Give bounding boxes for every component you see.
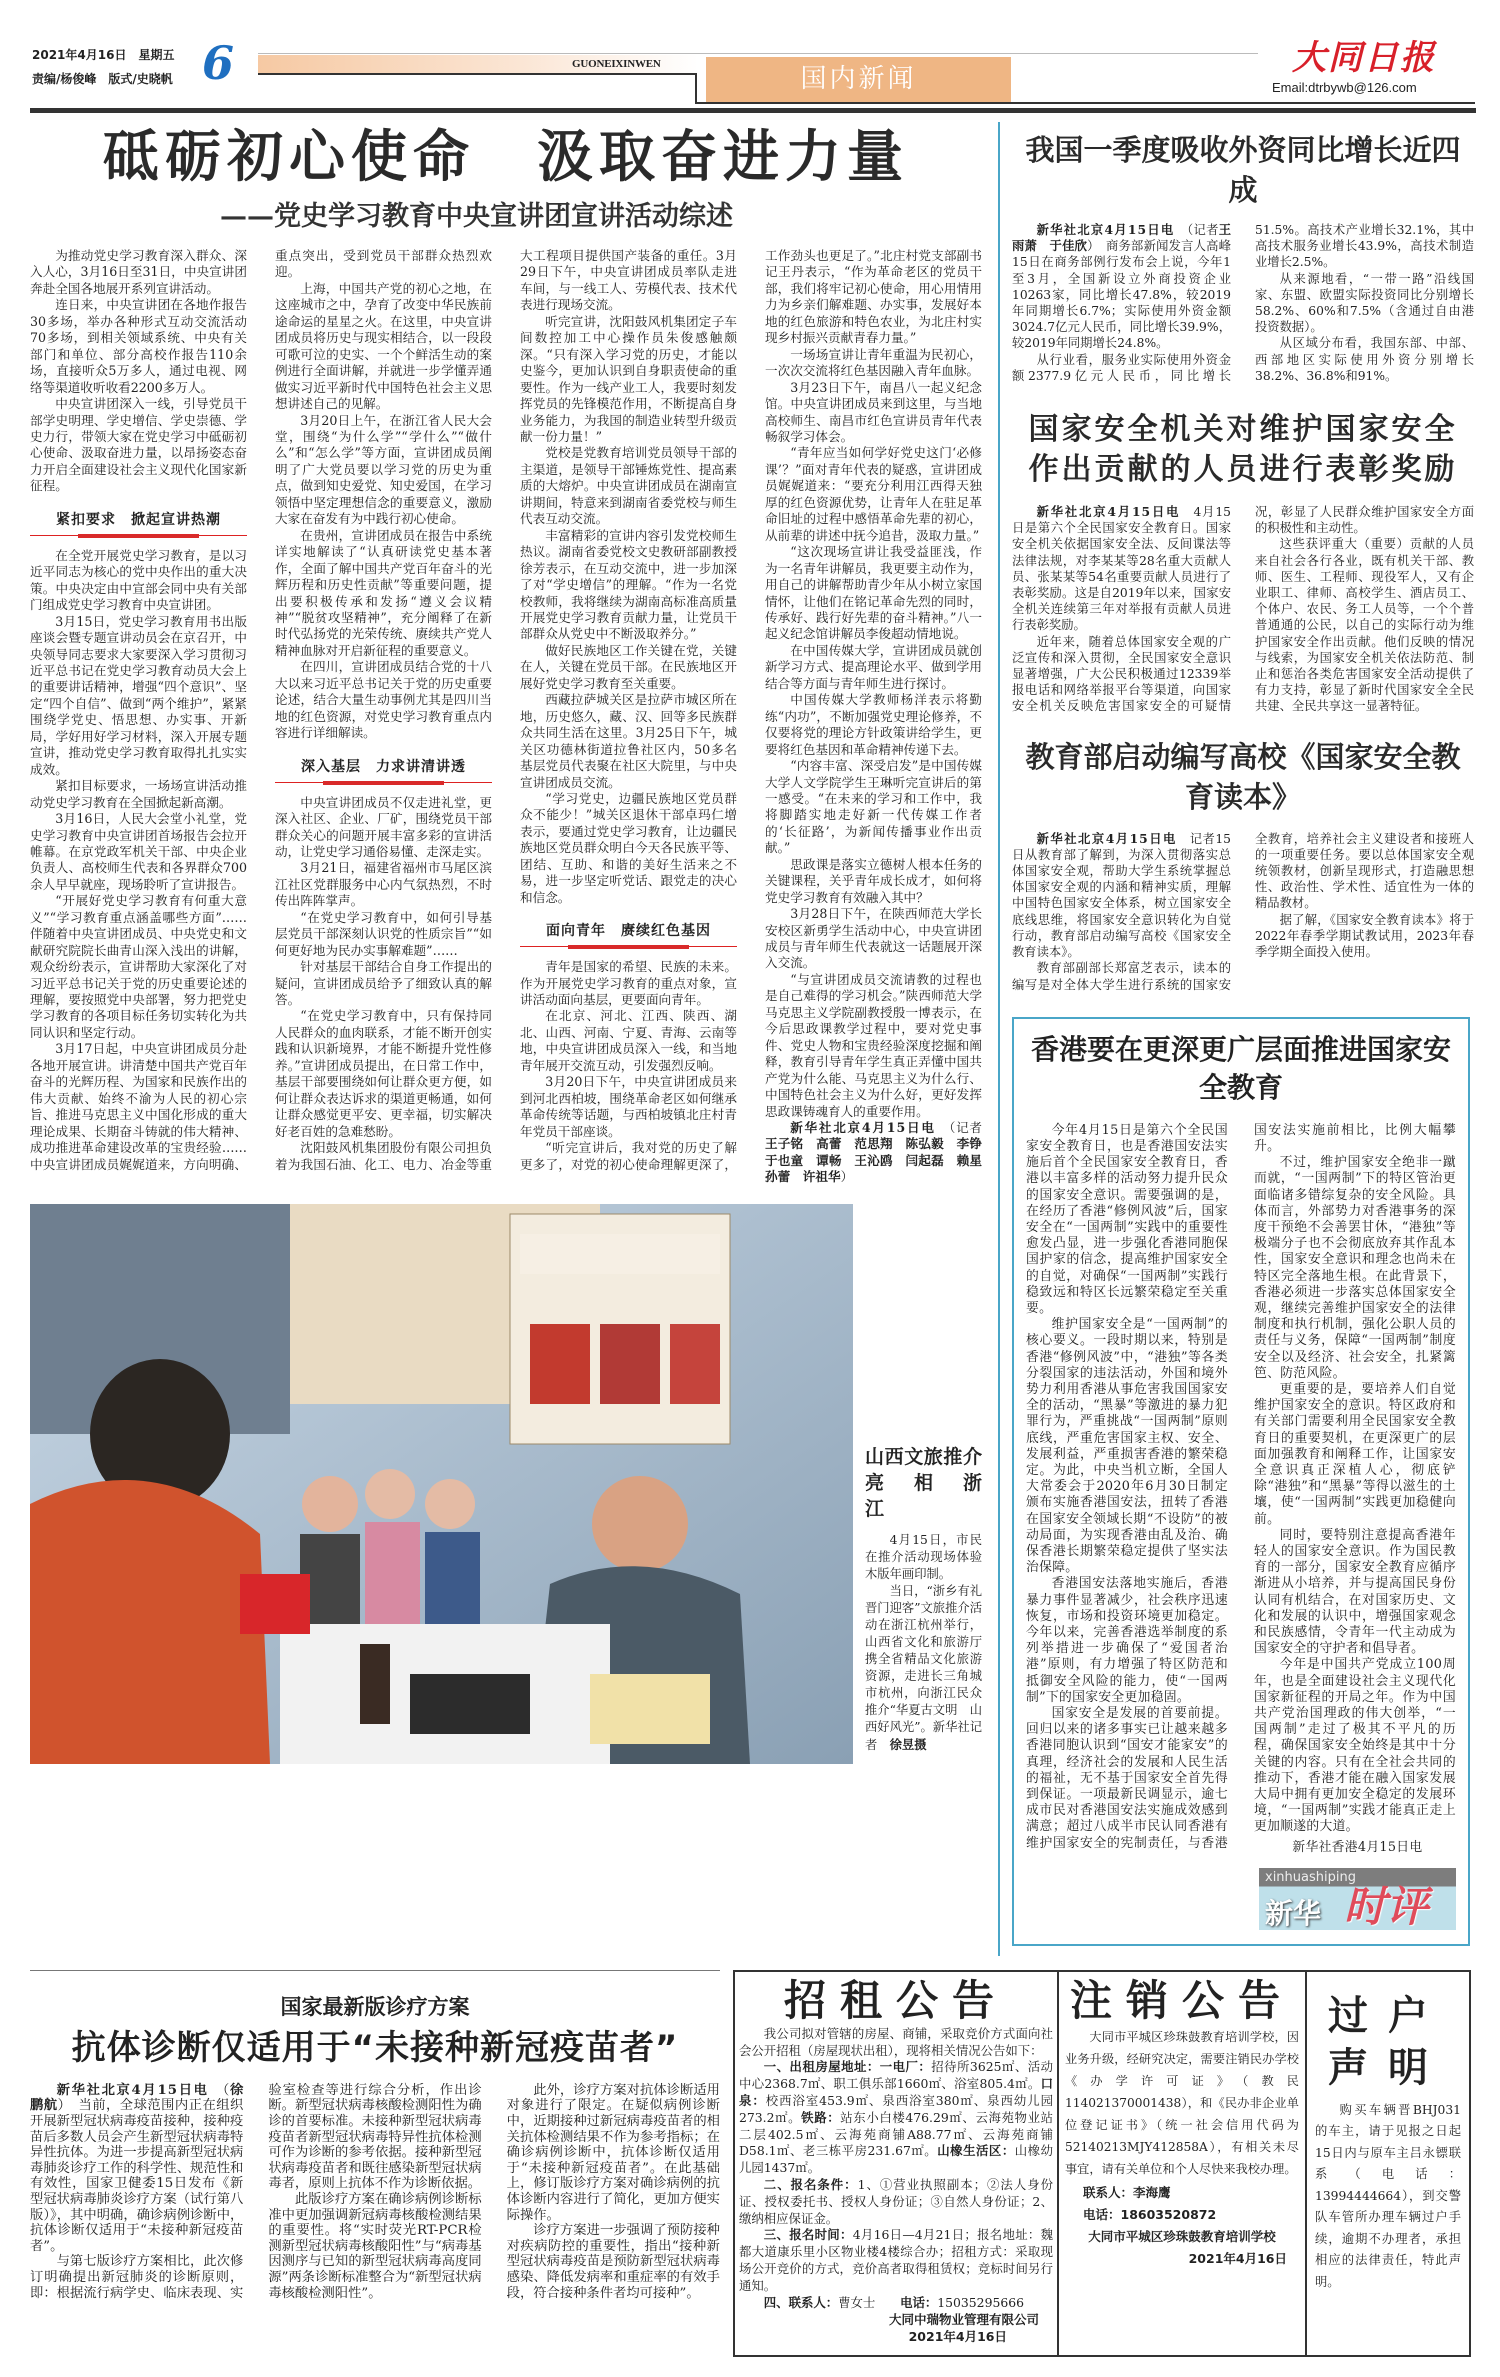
notice-body (1059, 2026, 1305, 2180)
paragraph: “开展好党史学习教育有何重大意义”“学习教育重点涵盖哪些方面”……伴随着中央宣讲团成员、中央党史和文献研究院院长曲青山深入浅出的讲解，观众纷纷表示，宣讲帮助大家深化了对习近平总书记关于党的历史重要论述的理解，要按照党中央部署，努力把党史学习教育的各项目标任务切实转化为共同认识和坚定行动。 (30, 893, 247, 1040)
paragraph: 在贵州，宣讲团成员在报告中系统详实地解读了“认真研读党史基本著作，全面了解中国共产党百年奋斗的光辉历程和历史性贡献”等重要问题，提出要积极传承和发扬“遵义会议精神”“脱贫攻坚精神”，充分阐释了在新时代弘扬党的光荣传统、赓续共产党人精神血脉对开启新征程的重要意义。 (275, 527, 492, 658)
article-kicker: 国家最新版诊疗方案 (280, 1993, 470, 2019)
paragraph: 紧扣目标要求，一场场宣讲活动推动党史学习教育在全国掀起新高潮。 (30, 778, 247, 810)
lower-section (30, 1970, 1470, 2358)
paragraph: “听完宣讲后，我对党的历史了解更多了，对党的初心使命理解更深了，工作劲头也更足了。”北庄村党支部副书记王丹表示，“作为革命老区的党员干部，我们将牢记初心使命，用心用情用力为乡亲们解难题、办实事，发展好本地的红色旅游和特色农业，为北庄村实现乡村振兴贡献青春力量。” (520, 248, 982, 1172)
header-rule (258, 53, 1258, 54)
headline-line: 国家安全机关对维护国家安全 (1028, 412, 1458, 448)
paragraph: 今年是中国共产党成立100周年，也是全面建设社会主义现代化国家新征程的开局之年。作为中国共产党治国理政的伟大创举，“一国两制”走过了极其不平凡的历程，确保国家安全始终是其中十分关键的内容。只有在全社会共同的推动下，香港才能在融入国家发展大局中拥有更加安全稳定的发展环境，“一国两制”实践才能真正走上更加顺遂的大道。 (1254, 1657, 1456, 1835)
text-run: ） (840, 1169, 854, 1185)
paragraph (739, 2059, 1066, 2177)
bold-text: 三、报名时间： (763, 2227, 853, 2243)
main-article-body (30, 248, 995, 1186)
notice-title: 注销公告 (1069, 1975, 1294, 2025)
bold-text: 四、联系人： (763, 2294, 839, 2310)
headline-line: 作出贡献的人员进行表彰奖励 (1028, 452, 1458, 488)
paragraph: 同时，要特别注意提高香港年轻人的国家安全意识。作为国民教育的一部分，国家安全教育应循序渐进从小培养，并与提高国民身份认同有机结合，在对国家历史、文化和发展的认识中，增强国家观念和民族感情，令青年一代主动成为国家安全的守护者和倡导者。 (1254, 1527, 1456, 1657)
covid-article (30, 1970, 720, 2358)
paragraph (739, 2227, 1053, 2294)
paragraph: “与宣讲团成员交流请教的过程也是自己难得的学习机会。”陕西师范大学马克思主义学院副教授殷一博表示，在今后思政课教学过程中，要对党史事件、党史人物和宝贵经验深度挖掘和阐释，教育引导青年学生真正弄懂中国共产党为什么能、马克思主义为什么行、中国特色社会主义为什么好，更好发挥思政课铸魂育人的重要作用。 (765, 971, 982, 1119)
paragraph: “青年应当如何学好党史这门‘必修课’？”面对青年代表的疑惑，宣讲团成员娓娓道来：“要充分利用江西得天独厚的红色资源优势，让青年人在驻足革命旧址的过程中感悟革命先辈的初心，从前辈的讲述中抚今追昔，汲取力量。” (765, 445, 982, 543)
article-body (30, 2083, 720, 2301)
paragraph: 近年来，随着总体国家安全观的广泛宣传和深入贯彻，全民国家安全意识显著增强，广大公民积极通过12339举报电话和网络举报平台等渠道，向国家安全机关反映危害国家安全的可疑情况，彰显了人民群众维护国家安全方面的积极性和主动性。 (1012, 505, 1474, 714)
notice-contact: 联系人：李海鹰 (1083, 2184, 1171, 2200)
lead-story-area (30, 122, 1002, 1764)
notice-title-line: 过户 (1328, 1992, 1448, 2039)
notice-phone: 电话：18603520872 (1083, 2206, 1217, 2222)
photo-caption-title: 山西文旅推介 亮 相 浙 江 (865, 1445, 1002, 1520)
text-run: 4月16日—4月21日；报名地址：魏都大道康乐里小区物业楼4楼综合办；招租方式：采取现场公开竞价的方式，竞价高者取得租赁权；竞标时间另行通知。 (739, 2227, 1053, 2293)
notice-title: 招租公告 (783, 1975, 1008, 2025)
paragraph (1012, 222, 1231, 352)
paragraph (739, 2177, 1053, 2227)
paragraph (865, 1583, 995, 1754)
text-run: ） 商务部新闻发言人高峰15日在商务部例行发布会上说，今年1至3月，全国新设立外商投资企业10263家，同比增长47.8%，较2019年同期增长6.7%；实际使用外资金额3024.7亿元人民币，同比增长39.9%，较2019年同期增长24.8%。 (1012, 239, 1231, 351)
paragraph: 4月15日，市民在推介活动现场体验木版年画印制。 (865, 1532, 982, 1581)
paragraph: 针对基层干部结合自身工作提出的疑问，宣讲团成员给予了细致认真的解答。 (275, 959, 492, 1008)
paragraph (739, 2295, 1053, 2312)
dateline: 新华社北京4月15日电 (1036, 222, 1175, 237)
paragraph: 西藏拉萨城关区是拉萨市城区所在地，历史悠久，藏、汉、回等多民族群众共同生活在这里。3月25日下午，城关区功德林街道拉鲁社区内，50多名基层党员代表聚在社区大院里，与中央宣讲团成员交流。 (520, 692, 737, 790)
paragraph: 3月23日下午，南昌八一起义纪念馆。中央宣讲团成员来到这里，与当地高校师生、南昌市红色宣讲员青年代表畅叙学习体会。 (765, 379, 982, 444)
paragraph: 香港国安法落地实施后，香港暴力事件显著减少，社会秩序迅速恢复，市场和投资环境更加稳定。今年以来，完善香港选举制度的系列举措进一步确保了“爱国者治港”原则，有力增强了特区防范和抵御安全风险的能力，使“一国两制”下的国家安全更加稳固。 (1026, 1576, 1228, 1705)
bold-text: 徐鹏航 (30, 2082, 244, 2114)
paragraph: 沈阳鼓风机集团股份有限公司担负着为我国石油、化工、电力、冶金等重大工程项目提供国产装备的重任。3月29日下午，中央宣讲团成员率队走进车间，与一线工人、劳模代表、技术代表进行现场交流。 (275, 248, 737, 1172)
paragraph: 大同市平城区珍珠鼓教育培训学校，因业务升级，经研究决定，需要注销民办学校《办学许可证》（教民114021370001438），和《民办非企业单位登记证书》（统一社会信用代码为52140213MJY412858A），有相关未尽事宜，请有关单位和个人尽快来我校办理。 (1065, 2029, 1299, 2176)
newspaper-logo: 大同日报 (1292, 38, 1436, 78)
photo-caption-block (865, 1444, 1002, 1764)
text-run: 1、①营业执照副本；②法人身份证、授权委托书、授权人身份证；③自然人身份证；2、缴纳相应保证金。 (739, 2177, 1054, 2226)
right-column (998, 122, 1474, 1956)
text-run: 曹女士 (838, 2294, 901, 2310)
commentary-sign: 新华社香港4月15日电 (1292, 1839, 1423, 1855)
notice-company: 大同中瑞物业管理有限公司 (888, 2312, 1039, 2328)
section-tab: 国内新闻 (706, 57, 1011, 102)
paragraph: 中央宣讲团成员不仅走进礼堂，更深入社区、企业、厂矿，围绕党员干部群众关心的问题开展丰富多彩的宣讲活动，让党史学习通俗易懂、走深走实。 (275, 794, 492, 859)
paragraph: 此外，诊疗方案对抗体诊断适用对象进行了限定。在疑似病例诊断中，近期接种过新冠病毒疫苗者的相关抗体检测结果不作为参考指标；在确诊病例诊断中，抗体诊断仅适用于“未接种新冠疫苗者”。在此基础上，修订版诊疗方案对确诊病例的抗体诊断内容进行了简化，更加方便实际操作。 (506, 2082, 720, 2223)
paragraph: 3月16日，人民大会堂小礼堂，党史学习教育中央宣讲团首场报告会拉开帷幕。在京党政军机关干部、中央企业负责人、高校师生代表和各界群众700余人早早就座，现场聆听了宣讲报告。 (30, 811, 247, 892)
paragraph: 在北京、河北、江西、陕西、湖北、山西、河南、宁夏、青海、云南等地，中央宣讲团成员深入一线，和当地青年展开交流互动，引发强烈反响。 (520, 1008, 737, 1073)
paragraph: “内容丰富、深受启发”是中国传媒大学人文学院学生王琳听完宣讲后的第一感受。“在未来的学习和工作中，我将脚踏实地走好新一代传媒工作者的‘长征路’，为新闻传播事业作出贡献。” (765, 758, 982, 856)
paragraph: 连日来，中央宣讲团在各地作报告30多场，举办各种形式互动交流活动70多场，到相关领域系统、中央有关部门和单位、部分高校作报告110余场，直接听众5万多人，通过电视、网络等渠道收听收看2200多万人。 (30, 297, 247, 395)
page-number: 6 (202, 36, 235, 90)
photo-caption (865, 1532, 995, 1754)
dateline: 新华社北京4月15日电 (1036, 504, 1181, 520)
bold-text: 电话： (900, 2294, 938, 2310)
paragraph: 为推动党史学习教育深入群众、深入人心，3月16日至31日，中央宣讲团奔赴全国各地展开系列宣讲活动。 (30, 248, 247, 296)
article-headline: 我国一季度吸收外资同比增长近四成 (1025, 133, 1461, 207)
commentary-body (1026, 1123, 1456, 1856)
notice-title-line: 声明 (1328, 2044, 1448, 2091)
paragraph: 在四川，宣讲团成员结合党的十八大以来习近平总书记关于党的历史重要论述，结合大量生动事例尤其是四川当地的红色资源，对党史学习教育重点内容进行详细解读。 (275, 659, 492, 741)
paragraph: 3月17日起，中央宣讲团成员分赴各地开展宣讲。讲清楚中国共产党百年奋斗的光辉历程、为国家和民族作出的伟大贡献、始终不渝为人民的初心宗旨、推进马克思主义中国化形成的重大理论成果、长期奋斗铸就的伟大精神、成功推进革命建设改革的宝贵经验……中央宣讲团成员娓娓道来，方向明确、重点突出，受到党员干部群众热烈欢迎。 (30, 248, 492, 1172)
paragraph: 据了解，《国家安全教育读本》将于2022年春季学期试教试用，2023年春季学期全面投入使用。 (1255, 912, 1474, 960)
paragraph: 青年是国家的希望、民族的未来。作为开展党史学习教育的重点对象，宣讲活动面向基层，更要面向青年。 (520, 959, 737, 1008)
text-run: 当日，“浙乡有礼 晋门迎客”文旅推介活动在浙江杭州举行，山西省文化和旅游厅携全省精品文化旅游资源，走进长三角城市杭州，向浙江民众推介“华夏古文明 山西好风光”。新华社记者 (865, 1583, 995, 1752)
article-body (1012, 222, 1474, 384)
paragraph: “学习党史，边疆民族地区党员群众不能少！”城关区退休干部卓玛仁增表示，要通过党史学习教育，让边疆民族地区党员群众明白今天各民族平等、团结、互助、和谐的美好生活来之不易，进一步坚定听党话、跟党走的决心和信念。 (520, 790, 737, 905)
paragraph: 做好民族地区工作关键在党，关键在人，关键在党员干部。在民族地区开展好党史学习教育至关重要。 (520, 642, 737, 691)
text-run: 记者15日从教育部了解到，为深入贯彻落实总体国家安全观，帮助大学生系统掌握总体国家安全观的内涵和精神实质，理解中国特色国家安全体系，树立国家安全底线思维，将国家安全意识转化为自觉行动，教育部启动编写高校《国家安全教育读本》。 (1012, 831, 1232, 960)
paragraph: 3月21日，福建省福州市马尾区滨江社区党群服务中心内气氛热烈，不时传出阵阵掌声。 (275, 860, 492, 909)
paragraph: 维护国家安全是“一国两制”的核心要义。一段时期以来，特别是香港“修例风波”中，“港独”等各类分裂国家的违法活动，外国和境外势力利用香港从事危害我国国家安全的活动，“黑暴”等激进的暴力犯罪行为，严重挑战“一国两制”原则底线，严重危害国家主权、安全、发展利益，严重损害香港的繁荣稳定。为此，中央当机立断，全国人大常委会于2020年6月30日制定颁布实施香港国安法，扭转了香港在国家安全领域长期“不设防”的被动局面，为实现香港由乱及治、确保香港长期繁荣稳定提供了坚实法治保障。 (1026, 1317, 1228, 1576)
section-subhead: 深入基层 力求讲清讲透 (275, 756, 492, 783)
news-photo (30, 1204, 853, 1764)
text-run: （ (208, 2082, 231, 2098)
paragraph: 听完宣讲，沈阳鼓风机集团定子车间数控加工中心操作员朱俊感触颇深。“只有深入学习党的历史，才能以史鉴今，更加认识到自身职责使命的重要性。作为一线产业工人，我要时刻发挥党员的先锋模范作用，不断提高自身业务能力，为我国的制造业转型升级贡献一份力量！” (520, 313, 737, 444)
paragraph: 与第七版诊疗方案相比，此次修订明确提出新冠肺炎的诊断原则，即：根据流行病学史、临床表现、实验室检查等进行综合分析，作出诊断。新型冠状病毒核酸检测阳性为确诊的首要标准。未接种新型冠状病毒疫苗者新型冠状病毒特异性抗体检测可作为诊断的参考依据。接种新型冠状病毒疫苗者和既往感染新型冠状病毒者，原则上抗体不作为诊断依据。 (30, 2082, 482, 2301)
paragraph: 从来源地看，“一带一路”沿线国家、东盟、欧盟实际投资同比分别增长58.2%、60%和7.5%（含通过自由港投资数据）。 (1255, 271, 1474, 335)
woodblock-printing-photo (30, 1204, 853, 1764)
paragraph: 在中国传媒大学，宣讲团成员就创新学习方式、提高理论水平、做到学用结合等方面与青年师生进行探讨。 (765, 642, 982, 691)
header-divider (30, 108, 1476, 113)
notice-body (735, 2025, 1066, 2312)
commentary-box (1012, 1017, 1470, 1946)
bold-text: 王雨萧 于佳欣 (1012, 222, 1231, 254)
transfer-statement (1307, 1970, 1471, 2358)
article-headline (1012, 410, 1474, 490)
text-run: ） 当前，全球范围内正在组织开展新型冠状病毒疫苗接种，接种疫苗后多数人员会产生新型冠状病毒特异性抗体。为进一步提高新型冠状病毒肺炎诊疗工作的科学性、规范性和有效性，国家卫健委15日发布《新型冠状病毒肺炎诊疗方案（试行第八版）》，其中明确，确诊病例诊断中，抗体诊断仅适用于“未接种新冠疫苗者”。 (30, 2098, 244, 2254)
notice-date: 2021年4月16日 (1188, 2250, 1287, 2266)
paragraph: 这些获评重大（重要）贡献的人员来自社会各行各业，既有机关干部、教师、医生、工程师、现役军人，又有企业职工、律师、高校学生、酒店员工、个体户、农民、务工人员等，一个个普普通通的公民，以自己的实际行动为维护国家安全作出贡献。他们反映的情况与线索，为国家安全机关依法防范、制止和惩治各类危害国家安全活动提供了有力支持，彰显了新时代国家安全全民共建、全民共享这一显著特征。 (1255, 537, 1474, 714)
paragraph: “在党史学习教育中，只有保持同人民群众的血肉联系，才能不断开创实践和认识新境界，才能不断提升党性修养。”宣讲团成员提出，在日常工作中，基层干部要围绕如何让群众更方便，如何让群众表达诉求的渠道更畅通，如何让群众感觉更平安、更幸福，切实解决好老百姓的急难愁盼。 (275, 1008, 492, 1139)
paragraph (30, 2083, 243, 2255)
rental-notice (733, 1970, 1066, 2358)
article-body (1012, 831, 1474, 993)
xinhua-commentary-badge (1259, 1868, 1456, 1930)
bold-text: 王子铭 高蕾 范思翔 陈弘毅 李铮 于也童 谭畅 王沁鸥 闫起磊 赖星 孙蕾 许祖华 (765, 1136, 995, 1185)
article-headline: 抗体诊断仅适用于“未接种新冠疫苗者” (71, 2027, 679, 2068)
bold-text: 铁路： (801, 2109, 841, 2125)
paragraph: 诊疗方案进一步强调了预防接种对疾病防控的重要性，指出“接种新型冠状病毒疫苗是预防新型冠状病毒感染、降低发病率和重症率的有效手段，符合接种条件者均可接种”。 (506, 2223, 720, 2301)
photo-row (30, 1204, 1002, 1764)
paragraph: 中国传媒大学教师杨洋表示将勤练“内功”，不断加强党史理论修养，不仅要将党的理论方针政策讲给学生，更要将红色基因和革命精神传递下去。 (765, 692, 982, 757)
bold-text: 二、报名条件： (763, 2177, 858, 2193)
paragraph: 购买车辆晋BHJ031的车主，请于见报之日起15日内与原车主吕永镖联系（电话：13994444664），到交警队车管所办理车辆过户手续，逾期不办理者，承担相应的法律责任，特此声明。 (1315, 2102, 1461, 2289)
header-rule (258, 73, 696, 75)
paragraph: 今年4月15日是第六个全民国家安全教育日，也是香港国安法实施后首个全民国家安全教育日，香港以丰富多样的活动努力提升民众的国家安全意识。需要强调的是，在经历了香港“修例风波”后，国家安全在“一国两制”实践中的重要性愈发凸显，进一步强化香港同胞保国护家的信念，提高维护国家安全的自觉，对确保“一国两制”实践行稳致远和特区长远繁荣稳定至关重要。 (1026, 1122, 1228, 1316)
upper-section (30, 122, 1476, 1956)
paragraph: 我公司拟对管辖的房屋、商铺，采取竞价方式面向社会公开招租（房屋现状出租），现将相关情况公告如下： (739, 2025, 1053, 2058)
paragraph: 教育部副部长郑富芝表示，读本的编写是对全体大学生进行系统的国家安全教育，培养社会主义建设者和接班人的一项重要任务。要以总体国家安全观统领教材，创新呈现形式，打造融思想性、政治性、学术性、适宜性为一体的精品教材。 (1012, 831, 1474, 992)
paragraph: 不过，维护国家安全绝非一蹴而就，“一国两制”下的特区管治更面临诸多错综复杂的安全风险。具体而言，外部势力对香港事务的深度干预绝不会善罢甘休，“港独”等极端分子也不会彻底放弃其作乱本性，国家安全意识和理念也尚未在特区完全落地生根。在此背景下，香港必须进一步落实总体国家安全观，继续完善维护国家安全的法律制度和执行机制，强化公职人员的责任与义务，保障“一国两制”制度安全以及经济、社会安全，扎紧篱笆、防范风险。 (1254, 1155, 1456, 1381)
main-headline: 砥砺初心使命 汲取奋进力量 (103, 125, 909, 190)
paragraph: 3月28日下午，在陕西师范大学长安校区新勇学生活动中心，中央宣讲团成员与青年师生代表就这一话题展开深入交流。 (765, 906, 982, 971)
main-subheadline: ——党史学习教育中央宣讲团宣讲活动综述 (220, 201, 733, 232)
editor-credit: 责编/杨俊峰 版式/史晓帆 (32, 72, 173, 86)
paragraph: 3月20日下午，中央宣讲团成员来到河北西柏坡，围绕革命老区如何继承革命传统等话题，与西柏坡镇北庄村青年党员干部座谈。 (520, 1074, 737, 1139)
paragraph: 更重要的是，要培养人们自觉维护国家安全的意识。特区政府和有关部门需要利用全民国家安全教育日的重要契机，在更深更广的层面加强教育和阐释工作，让国家安全意识真正深植人心，彻底铲除“港独”和“黑暴”等得以滋生的土壤，使“一国两制”实践更加稳健向前。 (1254, 1381, 1456, 1527)
paragraph: 3月20日上午，在浙江省人民大会堂，围绕“为什么学”“学什么”“做什么”和“怎么学”等方面，宣讲团成员阐明了广大党员要以学习党的历史为重点，做到知史爱党、知史爱国，在学习领悟中坚定理想信念的重要意义，激励大家在奋发有为中践行初心使命。 (275, 412, 492, 527)
bold-text: 口 泉： (739, 2076, 1066, 2109)
notice-body (1307, 2094, 1469, 2294)
notice-date: 2021年4月16日 (908, 2329, 1007, 2345)
paragraph: 在全党开展党史学习教育，是以习近平同志为核心的党中央作出的重大决策。中央决定由中宣部会同中央有关部门组成党史学习教育中央宣讲团。 (30, 547, 247, 613)
paragraph: 上海，中国共产党的初心之地，在这座城市之中，孕育了改变中华民族前途命运的星星之火。在这里，中央宣讲团成员将历史与现实相结合，以一段段可歌可泣的史实、一个个鲜活生动的案例进行全面讲解，并就进一步学懂弄通做实习近平新时代中国特色社会主义思想讲述自己的见解。 (275, 280, 492, 412)
issue-date: 2021年4月16日 星期五 (32, 48, 175, 62)
cancellation-notice (1059, 1970, 1307, 2358)
paragraph: “这次现场宣讲让我受益匪浅，作为一名青年讲解员，我更要主动作为，用自己的讲解帮助青少年从小树立家国情怀，让他们在铭记革命先烈的同时，传承好、践行好先辈的奋斗精神。”八一起义纪念馆讲解员李俊超动情地说。 (765, 544, 982, 642)
badge-text: 新华 (1265, 1896, 1322, 1930)
text-run: 4月15日是第六个全民国家安全教育日。国家安全机关依据国家安全法、反间谍法等法律法规，对李某某等28名重大贡献人员、张某某等54名重要贡献人员进行了表彰奖励。这是自2019年以来，国家安全机关连续第三年对举报有贡献人员进行表彰奖励。 (1012, 505, 1231, 633)
article-body (1012, 504, 1474, 715)
text-run: 站东小白楼476.29㎡、云海苑物业站二层402.5㎡、云海苑商铺A88.77㎡、云海苑商铺D58.1㎡、老三栋平房231.67㎡。 (739, 2109, 1053, 2159)
paragraph (1012, 831, 1231, 961)
paragraph: 思政课是落实立德树人根本任务的关键课程，关乎青年成长成才，如何将党史学习教育有效融入其中？ (765, 856, 982, 905)
dateline: 新华社北京4月15日电 (1036, 830, 1177, 846)
badge-text: 时评 (1344, 1881, 1429, 1931)
section-pinyin: GUONEIXINWEN (572, 58, 661, 70)
header-rule (695, 102, 1475, 104)
notice-school: 大同市平城区珍珠鼓教育培训学校 (1088, 2228, 1276, 2244)
bold-text: 徐昱摄 (889, 1736, 927, 1752)
paragraph: 从行业看，服务业实际使用外资金额2377.9亿元人民币，同比增长51.5%。高技术产业增长32.1%，其中高技术服务业增长43.9%，高技术制造业增长2.5%。 (1012, 223, 1474, 383)
contact-email: Email:dtrbywb@126.com (1272, 80, 1417, 95)
bold-text: 一、出租房屋地址：一电厂： (763, 2059, 932, 2075)
dateline: 新华社北京4月15日电 (56, 2082, 209, 2098)
paragraph: 一场场宣讲让青年重温为民初心，一次次交流将红色基因融入青年血脉。 (765, 346, 982, 379)
article-headline: 教育部启动编写高校《国家安全教育读本》 (1025, 739, 1461, 814)
paragraph (1012, 504, 1231, 634)
paragraph: 国家安全是发展的首要前提。回归以来的诸多事实已让越来越多香港同胞认识到“国安才能家安”的真理，经济社会的发展和人民生活的福祉，无不基于国家安全首先得到保证。一项最新民调显示，逾七成市民对香港国安法实施成效感到满意；超过八成半市民认同香港有维护国家安全的宪制责任，与香港国安法实施前相比，比例大幅攀升。 (1026, 1122, 1456, 1851)
paragraph: 中央宣讲团深入一线，引导党员干部学史明理、学史增信、学史崇德、学史力行，带领大家在党史学习中砥砺初心使命、汲取奋进力量，以昂扬姿态奋力开启全面建设社会主义现代化国家新征程。 (30, 396, 247, 494)
paragraph: 此版诊疗方案在确诊病例诊断标准中更加强调新冠病毒核酸检测结果的重要性。将“实时荧光RT-PCR检测新型冠状病毒核酸阳性”与“病毒基因测序与已知的新型冠状病毒高度同源”两条诊断标准整合为“新型冠状病毒核酸检测阳性”。 (268, 2192, 482, 2301)
commentary-paragraphs (1026, 1123, 1456, 1856)
paragraph: 3月15日，党史学习教育用书出版座谈会暨专题宣讲动员会在京召开，中央领导同志要求大家要深入学习贯彻习近平总书记在党史学习教育动员大会上的重要讲话精神，增强“四个意识”、坚定“四个自信”、做到“两个维护”，紧紧围绕学党史、悟思想、办实事、开新局，学好用好学习材料，深入开展专题宣讲，推动党史学习教育取得扎扎实实成效。 (30, 613, 247, 777)
text-run: 山橡幼儿园1437㎡。 (739, 2143, 1053, 2176)
text-run: 15035295666 (937, 2294, 1024, 2310)
text-run: 校西浴室453.9㎡、泉西浴室380㎡、泉西幼儿园273.2㎡。 (739, 2093, 1054, 2125)
paragraph (765, 1120, 995, 1186)
paragraph: 丰富精彩的宣讲内容引发党校师生热议。湖南省委党校文史教研部副教授徐芳表示，在互动交流中，进一步加深了对“学史增信”的理解。“作为一名党校教师，我将继续为湖南高标准高质量开展党史学习教育贡献力量，让党员干部群众从党史中不断汲取养分。” (520, 527, 737, 642)
bold-text: 山橡生活区： (937, 2143, 1015, 2159)
text-run: （记者 (935, 1120, 982, 1136)
paragraph: “在党史学习教育中，如何引导基层党员干部深刻认识党的性质宗旨”“如何更好地为民办实事解难题”…… (275, 909, 492, 958)
section-subhead: 面向青年 赓续红色基因 (520, 920, 737, 947)
paragraph: 从区域分布看，我国东部、中部、西部地区实际使用外资分别增长38.2%、36.8%和91%。 (1255, 336, 1474, 383)
commentary-headline: 香港要在更深更广层面推进国家安全教育 (1030, 1032, 1451, 1104)
dateline: 新华社北京4月15日电 (790, 1120, 936, 1136)
header-rule (695, 73, 697, 104)
badge-pinyin: xinhuashiping (1265, 1869, 1356, 1885)
text-run: 招待所3625㎡、活动中心2368.7㎡、职工俱乐部1660㎡、浴室805.4㎡。 (739, 2059, 1053, 2092)
text-run: （记者 (1174, 223, 1219, 237)
paragraph: 党校是党教育培训党员领导干部的主渠道，是领导干部锤炼党性、提高素质的大熔炉。中央宣讲团成员在湖南宣讲期间，特意来到湖南省委党校与师生代表互动交流。 (520, 445, 737, 527)
section-subhead: 紧扣要求 掀起宣讲热潮 (30, 509, 247, 536)
